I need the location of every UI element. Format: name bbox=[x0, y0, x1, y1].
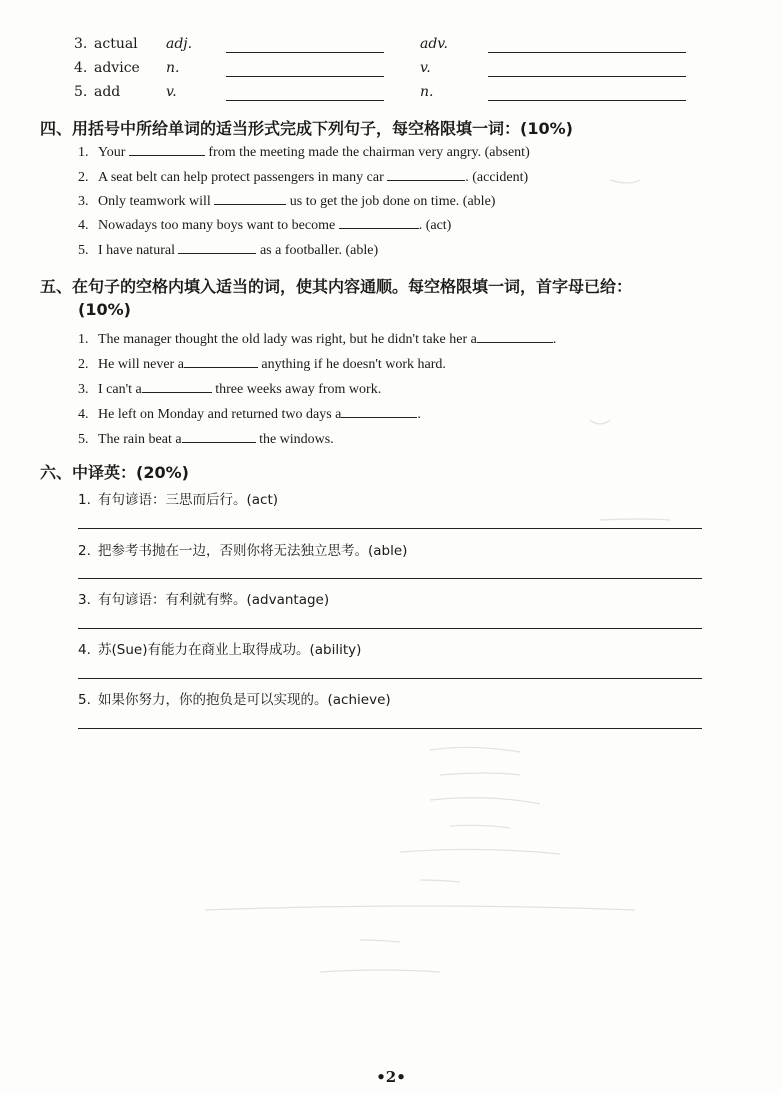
answer-blank[interactable] bbox=[488, 36, 686, 53]
section-4-heading: 四、用括号中所给单词的适当形式完成下列句子，每空格限填一词：(10%) bbox=[40, 119, 573, 138]
answer-blank[interactable] bbox=[182, 430, 256, 443]
section-4-item: 4. Nowadays too many boys want to become . (act) bbox=[78, 218, 452, 233]
word-table-row: 5. add v. n. bbox=[0, 84, 782, 106]
answer-blank[interactable] bbox=[214, 192, 286, 205]
section-6-item: 1. 有句谚语：三思而后行。(act) bbox=[78, 492, 279, 508]
answer-blank[interactable] bbox=[226, 60, 384, 77]
word-table-row: 4. advice n. v. bbox=[0, 60, 782, 82]
answer-blank[interactable] bbox=[387, 168, 465, 181]
answer-blank[interactable] bbox=[226, 84, 384, 101]
answer-blank[interactable] bbox=[341, 405, 417, 418]
answer-blank[interactable] bbox=[339, 216, 419, 229]
answer-blank[interactable] bbox=[184, 355, 258, 368]
section-6-item: 3. 有句谚语：有利就有弊。(advantage) bbox=[78, 592, 330, 608]
word-table-row: 3. actual adj. adv. bbox=[0, 36, 782, 58]
section-6-item: 4. 苏(Sue)有能力在商业上取得成功。(ability) bbox=[78, 642, 362, 658]
answer-blank[interactable] bbox=[488, 84, 686, 101]
section-5-heading-score: (10%) bbox=[78, 300, 131, 319]
section-5-item: 2. He will never a anything if he doesn't work hard. bbox=[78, 357, 446, 372]
section-6-item: 2. 把参考书抛在一边，否则你将无法独立思考。(able) bbox=[78, 543, 408, 559]
section-4-item: 2. A seat belt can help protect passengers in many car . (accident) bbox=[78, 170, 529, 185]
answer-blank[interactable] bbox=[129, 143, 205, 156]
section-5-heading: 五、在句子的空格内填入适当的词，使其内容通顺。每空格限填一词，首字母已给： bbox=[40, 277, 633, 296]
section-4-item: 3. Only teamwork will us to get the job done on time. (able) bbox=[78, 194, 496, 209]
page-number: •2• bbox=[376, 1068, 406, 1086]
section-5-item: 1. The manager thought the old lady was right, but he didn't take her a . bbox=[78, 332, 557, 347]
answer-line[interactable] bbox=[78, 528, 702, 529]
answer-blank[interactable] bbox=[488, 60, 686, 77]
section-5-item: 5. The rain beat a the windows. bbox=[78, 432, 334, 447]
answer-blank[interactable] bbox=[178, 241, 256, 254]
answer-line[interactable] bbox=[78, 628, 702, 629]
section-6-heading: 六、中译英：(20%) bbox=[40, 463, 189, 482]
section-5-item: 4. He left on Monday and returned two days a . bbox=[78, 407, 421, 422]
answer-blank[interactable] bbox=[142, 380, 212, 393]
section-5-item: 3. I can't a three weeks away from work. bbox=[78, 382, 382, 397]
answer-line[interactable] bbox=[78, 678, 702, 679]
section-4-item: 1. Your from the meeting made the chairman very angry. (absent) bbox=[78, 145, 530, 160]
answer-line[interactable] bbox=[78, 728, 702, 729]
section-4-item: 5. I have natural as a footballer. (able) bbox=[78, 243, 379, 258]
answer-line[interactable] bbox=[78, 578, 702, 579]
section-6-item: 5. 如果你努力，你的抱负是可以实现的。(achieve) bbox=[78, 692, 391, 708]
answer-blank[interactable] bbox=[477, 330, 553, 343]
answer-blank[interactable] bbox=[226, 36, 384, 53]
